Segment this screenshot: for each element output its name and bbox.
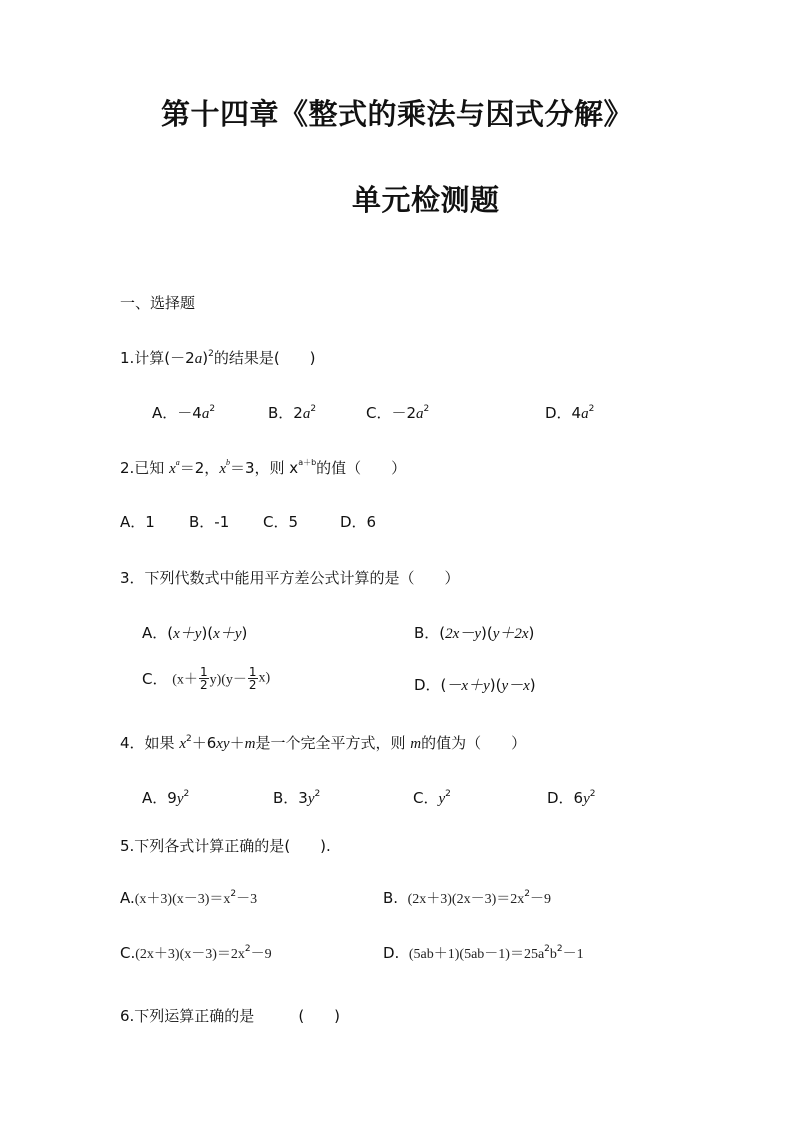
q2-option-b[interactable]: B．-1 bbox=[189, 513, 230, 531]
question-3: 3．下列代数式中能用平方差公式计算的是（ ） bbox=[120, 569, 460, 587]
q2-option-c[interactable]: C．5 bbox=[263, 513, 299, 531]
question-5: 5.下列各式计算正确的是( ). bbox=[120, 837, 331, 855]
page-title: 第十四章《整式的乘法与因式分解》 bbox=[161, 97, 634, 131]
question-1: 1.计算$(-2a)^2$的结果是( ) bbox=[120, 349, 316, 367]
q5-option-b[interactable]: B. $(2x+3)(2x-3)=2x^2-9$ bbox=[383, 889, 551, 907]
fraction-one-half: $\frac{1}{2}$ bbox=[199, 665, 208, 692]
q4-option-a[interactable]: A．$9y^2$ bbox=[142, 789, 190, 807]
q2-option-d[interactable]: D．6 bbox=[340, 513, 377, 531]
q3-option-b[interactable]: B．(2x－y)(y＋2x) bbox=[414, 624, 535, 642]
q1-option-b[interactable]: B．$2a^2$ bbox=[268, 404, 317, 422]
q3-option-d[interactable]: D．(－x＋y)(y－x) bbox=[414, 676, 536, 694]
q4-option-c[interactable]: C．$y^2$ bbox=[413, 789, 451, 807]
q3-option-a[interactable]: A．(x＋y)(x＋y) bbox=[142, 624, 248, 642]
q5-option-d[interactable]: D. $(5ab+1)(5ab-1)=25a^2b^2-1$ bbox=[383, 944, 584, 962]
q2-option-a[interactable]: A．1 bbox=[120, 513, 155, 531]
question-6: 6.下列运算正确的是 ( ) bbox=[120, 1007, 341, 1025]
q5-option-c[interactable]: $C.(2x+3)(x-3)=2x^2-9$ bbox=[120, 944, 272, 962]
section-heading: 一、选择题 bbox=[120, 294, 196, 312]
q1-option-d[interactable]: D．$4a^2$ bbox=[545, 404, 595, 422]
page-subtitle: 单元检测题 bbox=[352, 183, 500, 217]
q4-option-b[interactable]: B．$3y^2$ bbox=[273, 789, 321, 807]
q5-option-a[interactable]: $A.(x+3)(x-3)=x^2-3$ bbox=[120, 889, 258, 907]
fraction-one-half: $\frac{1}{2}$ bbox=[248, 665, 257, 692]
q1-option-c[interactable]: C．$-2a^2$ bbox=[366, 404, 430, 422]
q3-option-c[interactable]: C． (x＋ $\frac{1}{2}$ y)(y－ $\frac{1}{2}$ x) bbox=[142, 665, 271, 692]
q4-option-d[interactable]: D．$6y^2$ bbox=[547, 789, 596, 807]
q1-option-a[interactable]: A．$-4a^2$ bbox=[152, 404, 216, 422]
question-4: 4．如果 $x^2+6xy+m$是一个完全平方式，则 m的值为（ ） bbox=[120, 734, 527, 752]
question-2: 2.已知 $x^a=2$，$x^b=3$，则 $x^{a+b}$的值（ ） bbox=[120, 458, 407, 477]
